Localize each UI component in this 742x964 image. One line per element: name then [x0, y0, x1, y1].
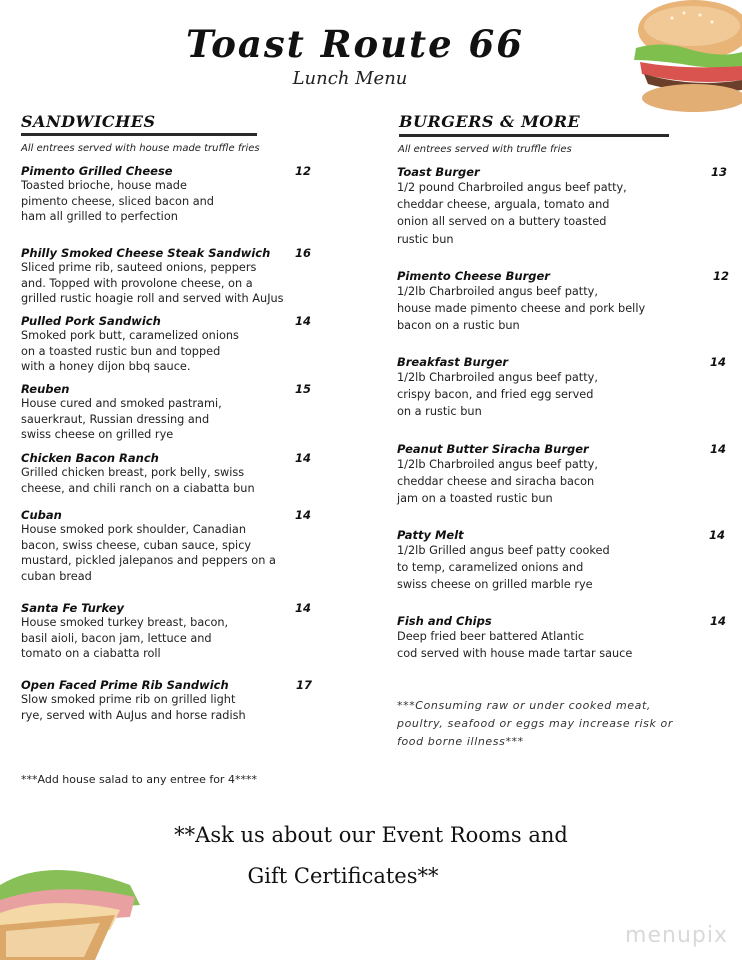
menu-item-pimento-grilled-cheese [21, 164, 321, 225]
item-name: Philly Smoked Cheese Steak Sandwich [21, 246, 271, 260]
item-name: Pulled Pork Sandwich [21, 314, 161, 328]
item-name: Open Faced Prime Rib Sandwich [21, 678, 229, 692]
item-name: Pimento Grilled Cheese [21, 164, 173, 178]
item-name: Peanut Butter Siracha Burger [397, 442, 589, 456]
item-name: Chicken Bacon Ranch [21, 451, 159, 465]
item-description: Smoked pork butt, caramelized onions on a toasted rustic bun and topped with a honey dijon bbq sauce. [21, 329, 239, 373]
menu-item-breakfast-burger [397, 355, 697, 421]
item-price: 12 [713, 269, 730, 283]
item-price: 14 [710, 614, 727, 628]
burgers-divider [399, 134, 669, 137]
item-description: 1/2lb Charbroiled angus beef patty, crispy bacon, and fried egg served on a rustic bun [397, 371, 598, 419]
menu-item-toast-burger [397, 165, 697, 248]
menu-item-pulled-pork [21, 314, 321, 375]
item-price: 17 [296, 678, 313, 692]
item-price: 12 [295, 164, 312, 178]
item-description: 1/2 pound Charbroiled angus beef patty, cheddar cheese, arguala, tomato and onion all served on a buttery toasted rustic bun [397, 181, 627, 246]
menu-item-pimento-cheese-burger [397, 269, 697, 335]
burgers-heading: BURGERS & MORE [399, 112, 581, 131]
item-price: 14 [710, 355, 727, 369]
item-name: Fish and Chips [397, 614, 492, 628]
item-description: 1/2lb Grilled angus beef patty cooked to temp, caramelized onions and swiss cheese on grilled marble rye [397, 544, 610, 592]
salad-addon-note: ***Add house salad to any entree for 4**** [21, 773, 257, 786]
item-description: Toasted brioche, house made pimento cheese, sliced bacon and ham all grilled to perfection [21, 179, 214, 223]
menu-item-chicken-bacon-ranch [21, 451, 321, 496]
item-price: 14 [295, 314, 312, 328]
item-name: Toast Burger [397, 165, 480, 179]
sandwiches-heading: SANDWICHES [21, 112, 156, 131]
item-description: House smoked turkey breast, bacon, basil aioli, bacon jam, lettuce and tomato on a ciabatta roll [21, 616, 229, 660]
burgers-note: All entrees served with truffle fries [398, 144, 572, 155]
item-description: 1/2lb Charbroiled angus beef patty, cheddar cheese and siracha bacon jam on a toasted rustic bun [397, 458, 598, 506]
menu-item-philly-cheese-steak [21, 246, 321, 307]
menu-subtitle: Lunch Menu [292, 68, 408, 89]
item-description: 1/2lb Charbroiled angus beef patty, house made pimento cheese and pork belly bacon on a rustic bun [397, 285, 646, 333]
restaurant-title: Toast Route 66 [185, 22, 525, 66]
menu-item-open-faced-prime-rib [21, 678, 321, 723]
item-description: House cured and smoked pastrami, sauerkraut, Russian dressing and swiss cheese on grilled rye [21, 397, 222, 441]
item-price: 16 [295, 246, 312, 260]
sandwich-image [0, 845, 140, 960]
item-price: 14 [710, 442, 727, 456]
menu-item-cuban [21, 508, 321, 584]
menu-item-patty-melt [397, 528, 697, 594]
item-price: 14 [295, 601, 312, 615]
item-price: 14 [295, 451, 312, 465]
item-name: Patty Melt [397, 528, 464, 542]
food-safety-warning: ***Consuming raw or under cooked meat, poultry, seafood or eggs may increase risk or food borne illness*** [397, 699, 673, 748]
item-name: Pimento Cheese Burger [397, 269, 550, 283]
menu-item-santa-fe-turkey [21, 601, 321, 662]
item-price: 14 [709, 528, 726, 542]
item-name: Cuban [21, 508, 62, 522]
item-description: Sliced prime rib, sauteed onions, peppers and. Topped with provolone cheese, on a grilled rustic hoagie roll and served with AuJus [21, 261, 284, 305]
item-price: 14 [295, 508, 312, 522]
item-description: House smoked pork shoulder, Canadian bacon, swiss cheese, cuban sauce, spicy mustard, pickled jalepanos and peppers on a cuban bread [21, 523, 276, 583]
menu-item-fish-and-chips [397, 614, 697, 662]
menu-item-reuben [21, 382, 321, 443]
menu-item-peanut-butter-siracha-burger [397, 442, 697, 508]
item-description: Slow smoked prime rib on grilled light rye, served with AuJus and horse radish [21, 693, 246, 722]
item-name: Santa Fe Turkey [21, 601, 125, 615]
item-price: 15 [295, 382, 312, 396]
sandwiches-note: All entrees served with house made truffle fries [21, 143, 260, 154]
item-description: Grilled chicken breast, pork belly, swiss cheese, and chili ranch on a ciabatta bun [21, 466, 255, 495]
menupix-watermark: menupix [625, 923, 728, 948]
item-price: 13 [711, 165, 728, 179]
promo-line-2: Gift Certificates** [247, 864, 439, 888]
item-description: Deep fried beer battered Atlantic cod served with house made tartar sauce [397, 630, 633, 661]
sandwiches-divider [21, 133, 257, 136]
promo-line-1: **Ask us about our Event Rooms and [174, 823, 568, 847]
item-name: Breakfast Burger [397, 355, 509, 369]
item-name: Reuben [21, 382, 70, 396]
